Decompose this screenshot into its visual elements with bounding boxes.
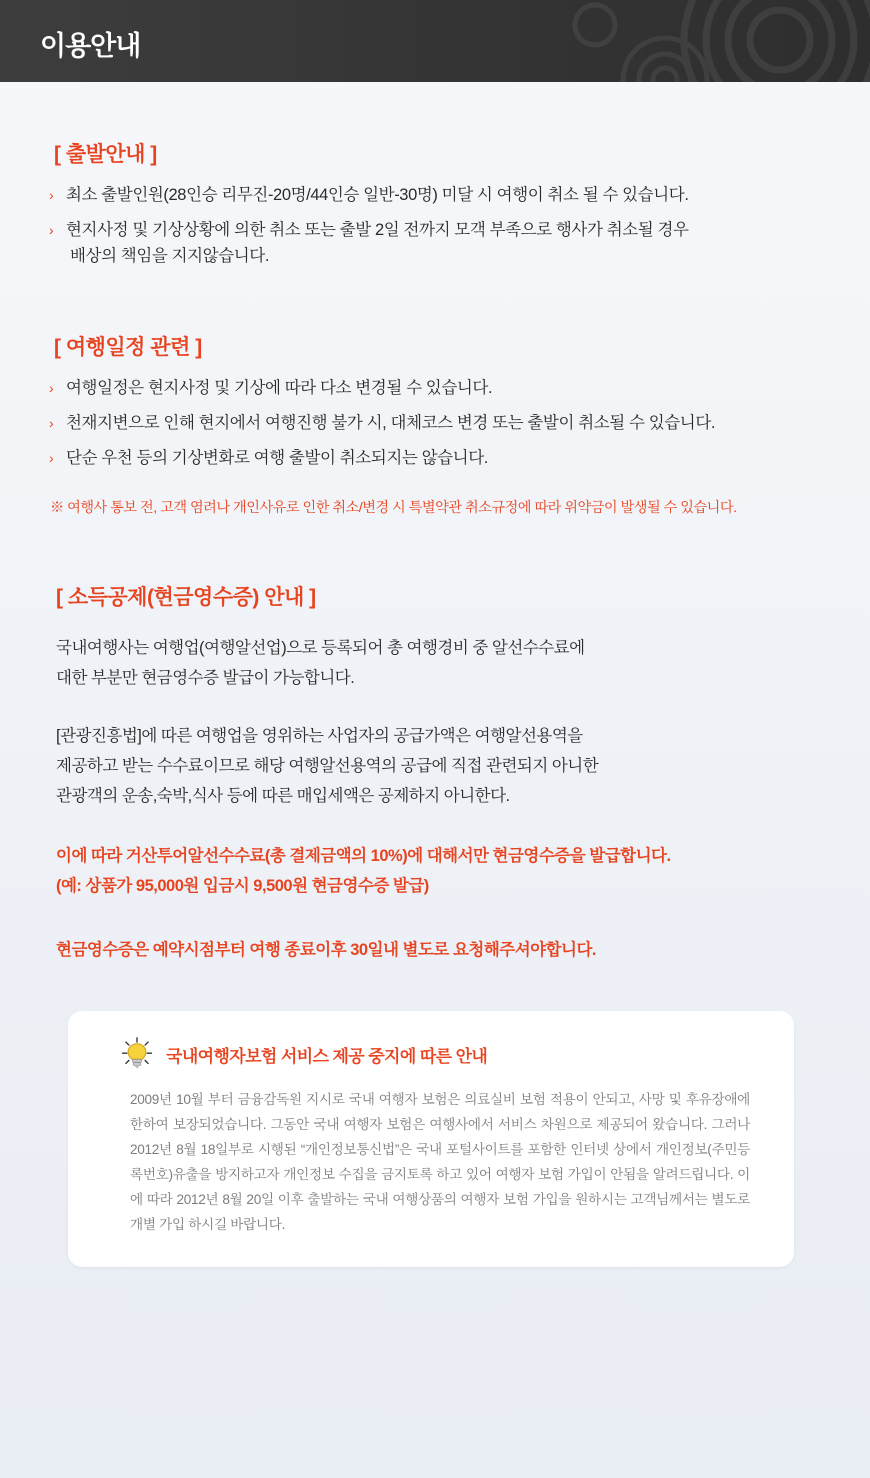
chevron-right-icon: › — [49, 380, 54, 396]
deduction-paragraph-1 — [56, 633, 830, 693]
itinerary-bullet-list — [40, 375, 830, 471]
deduction-receipt-request: 현금영수증은 예약시점부터 여행 종료이후 30일내 별도로 요청해주셔야합니다. — [56, 941, 596, 959]
lightbulb-icon — [120, 1037, 154, 1071]
list-item-text-cont: 배상의 책임을 지지않습니다. — [70, 247, 270, 265]
deduction-paragraph-2 — [56, 721, 830, 811]
deduction-p2-line2: 제공하고 받는 수수료이므로 해당 여행알선용역의 공급에 직접 관련되지 아니한 — [56, 757, 599, 775]
deduction-highlight-line2: (예: 상품가 95,000원 입금시 9,500원 현금영수증 발급) — [56, 877, 429, 895]
chevron-right-icon: › — [49, 415, 54, 431]
section-title-deduction: [ 소득공제(현금영수증) 안내 ] — [56, 586, 316, 609]
list-item-text: 천재지변으로 인해 현지에서 여행진행 불가 시, 대체코스 변경 또는 출발이 취소될 수 있습니다. — [66, 414, 716, 432]
cancellation-note: ※ 여행사 통보 전, 고객 염려나 개인사유로 인한 취소/변경 시 특별약관 취소규정에 따라 위약금이 발생될 수 있습니다. — [50, 500, 737, 516]
departure-bullet-list — [40, 182, 830, 269]
list-item — [40, 445, 830, 471]
section-title-itinerary: [ 여행일정 관련 ] — [54, 336, 202, 359]
chevron-right-icon: › — [49, 450, 54, 466]
deduction-p2-line1: [관광진흥법]에 따른 여행업을 영위하는 사업자의 공급가액은 여행알선용역을 — [56, 727, 583, 745]
section-title-departure: [ 출발안내 ] — [54, 143, 157, 166]
insurance-notice-header — [120, 1037, 760, 1071]
page-header — [0, 0, 870, 82]
deduction-p1-line2: 대한 부분만 현금영수증 발급이 가능합니다. — [56, 669, 355, 687]
list-item-text: 현지사정 및 기상상황에 의한 취소 또는 출발 2일 전까지 모객 부족으로 행사가 취소될 경우 — [66, 221, 689, 239]
list-item — [40, 375, 830, 401]
list-item — [40, 217, 830, 269]
insurance-notice-title: 국내여행자보험 서비스 제공 중지에 따른 안내 — [166, 1046, 488, 1066]
deduction-p2-line3: 관광객의 운송,숙박,식사 등에 따른 매입세액은 공제하지 아니한다. — [56, 787, 510, 805]
list-item — [40, 410, 830, 436]
deduction-highlight-line1: 이에 따라 거산투어알선수수료(총 결제금액의 10%)에 대해서만 현금영수증을 발급합니다. — [56, 847, 671, 865]
page-title: 이용안내 — [40, 31, 141, 61]
content-area — [0, 138, 870, 965]
deduction-p1-line1: 국내여행사는 여행업(여행알선업)으로 등록되어 총 여행경비 중 알선수수료에 — [56, 639, 585, 657]
list-item — [40, 182, 830, 208]
list-item-text: 여행일정은 현지사정 및 기상에 따라 다소 변경될 수 있습니다. — [66, 379, 493, 397]
insurance-notice-card — [68, 1011, 794, 1267]
deduction-highlight — [56, 841, 830, 901]
list-item-text: 단순 우천 등의 기상변화로 여행 출발이 취소되지는 않습니다. — [66, 449, 488, 467]
concentric-rings-decoration — [570, 0, 870, 82]
insurance-notice-body: 2009년 10월 부터 금융감독원 지시로 국내 여행자 보험은 의료실비 보험 적용이 안되고, 사망 및 후유장애에 한하여 보장되었습니다. 그동안 국내 여행자 보험은 여행사에서 서비스 차원으로 제공되어 왔습니다. 그러나 2012년 8월 18일부로 시행된 “개인정보통신법”은 국내 포털사이트를 포함한 인터넷 상에서 개인정보(주민등록번호)유출을 방지하고자 개인정보 수집을 금지토록 하고 있어 여행자 보험 가입이 안됨을 알려드립니다. 이에 따라 2012년 8월 20일 이후 출발하는 국내 여행상품의 여행자 보험 가입을 원하시는 고객님께서는 별도로 개별 가입 하시길 바랍니다. — [130, 1092, 750, 1232]
chevron-right-icon: › — [49, 222, 54, 238]
list-item-text: 최소 출발인원(28인승 리무진-20명/44인승 일반-30명) 미달 시 여행이 취소 될 수 있습니다. — [66, 186, 689, 204]
chevron-right-icon: › — [49, 187, 54, 203]
